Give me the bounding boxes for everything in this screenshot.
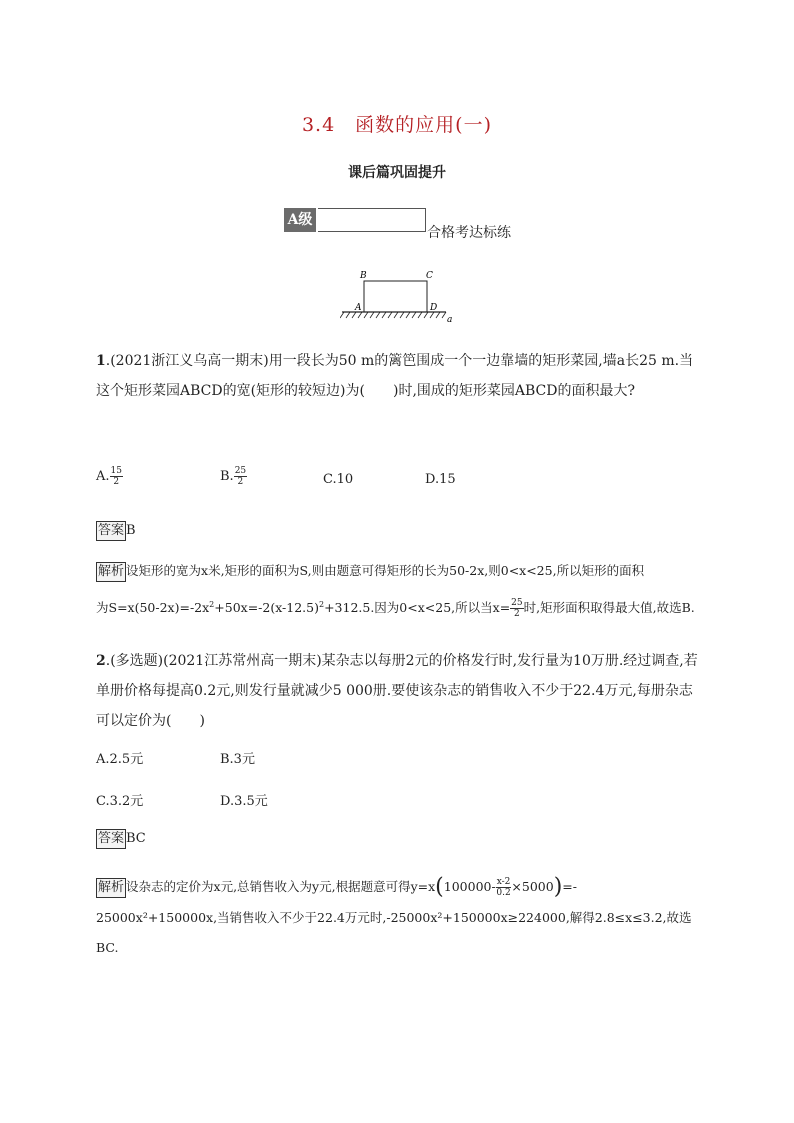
question-2 bbox=[96, 646, 706, 736]
solution-1: 解析 设矩形的宽为x米,矩形的面积为S,则由题意可得矩形的长为50-2x,则0<x<25,所以矩形的面积 为$S=x(50-2x)=-2x^2+50x=-2(x-12.5)^2+312.5$.因为0<x<25,所以当x= $\frac{25}{2}$ 时,矩形面积取得最大值,故选B. bbox=[96, 563, 695, 620]
question-1 bbox=[96, 346, 706, 406]
label-a: A bbox=[355, 303, 362, 313]
label-d: D bbox=[430, 303, 438, 313]
option-d[interactable]: D.15 bbox=[425, 472, 456, 487]
option-a[interactable]: A.2.5元 bbox=[96, 752, 144, 767]
page-title: 3.4 函数的应用(一) bbox=[301, 114, 493, 136]
label-b: B bbox=[360, 271, 367, 281]
question-number: 2 bbox=[96, 653, 106, 669]
option-c[interactable]: C.10 bbox=[323, 472, 354, 487]
option-c[interactable]: C.3.2元 bbox=[96, 794, 144, 809]
answer-2 bbox=[96, 829, 146, 849]
option-a[interactable]: A. $\frac{15}{2}$ bbox=[96, 466, 122, 487]
level-underline bbox=[318, 208, 426, 232]
fraction: $\frac{x-2}{0.2}$ bbox=[496, 877, 511, 898]
solution-2: 解析 设杂志的定价为x元,总销售收入为y元,根据题意可得y=x(100000- $\frac{x-2}{0.2}$ ×5000)=- 25000x²+150000x,当销售收入不少于22.4万元时,-25000x²+150000x≥224000,解得2.8≤x≤3.2,故选 BC. bbox=[96, 874, 692, 955]
fraction: $\frac{15}{2}$ bbox=[110, 466, 122, 487]
question-text: .(2021浙江义乌高一期末)用一段长为50 m的篱笆围成一个一边靠墙的矩形菜园,墙a长25 m.当这个矩形菜园ABCD的宽(矩形的较短边)为( )时,围成的矩形菜园ABCD的面积最大? bbox=[96, 353, 694, 399]
label-c: C bbox=[426, 271, 433, 281]
question-text: .(多选题)(2021江苏常州高一期末)某杂志以每册2元的价格发行时,发行量为10万册.经过调查,若单册价格每提高0.2元,则发行量就减少5 000册.要使该杂志的销售收入不少于22.4万元,每册杂志可以定价为( ) bbox=[96, 653, 698, 729]
option-b[interactable]: B.3元 bbox=[220, 752, 255, 767]
label-wall-a: a bbox=[447, 315, 453, 325]
answer-value: B bbox=[126, 523, 136, 538]
rectangle-garden-figure bbox=[340, 268, 460, 328]
answer-tag: 答案 bbox=[96, 829, 126, 849]
fraction: $\frac{25}{2}$ bbox=[234, 466, 247, 487]
answer-value: BC bbox=[126, 831, 146, 846]
option-b[interactable]: B. $\frac{25}{2}$ bbox=[220, 466, 247, 487]
fraction: $\frac{25}{2}$ bbox=[511, 598, 523, 620]
level-badge: A级 bbox=[284, 208, 316, 232]
answer-tag: 答案 bbox=[96, 521, 126, 541]
option-d[interactable]: D.3.5元 bbox=[220, 794, 268, 809]
question-number: 1 bbox=[96, 353, 106, 369]
answer-1 bbox=[96, 521, 136, 541]
level-label: 合格考达标练 bbox=[427, 225, 511, 241]
solution-tag: 解析 bbox=[96, 878, 126, 898]
solution-tag: 解析 bbox=[96, 562, 126, 582]
section-subtitle: 课后篇巩固提升 bbox=[348, 165, 446, 181]
